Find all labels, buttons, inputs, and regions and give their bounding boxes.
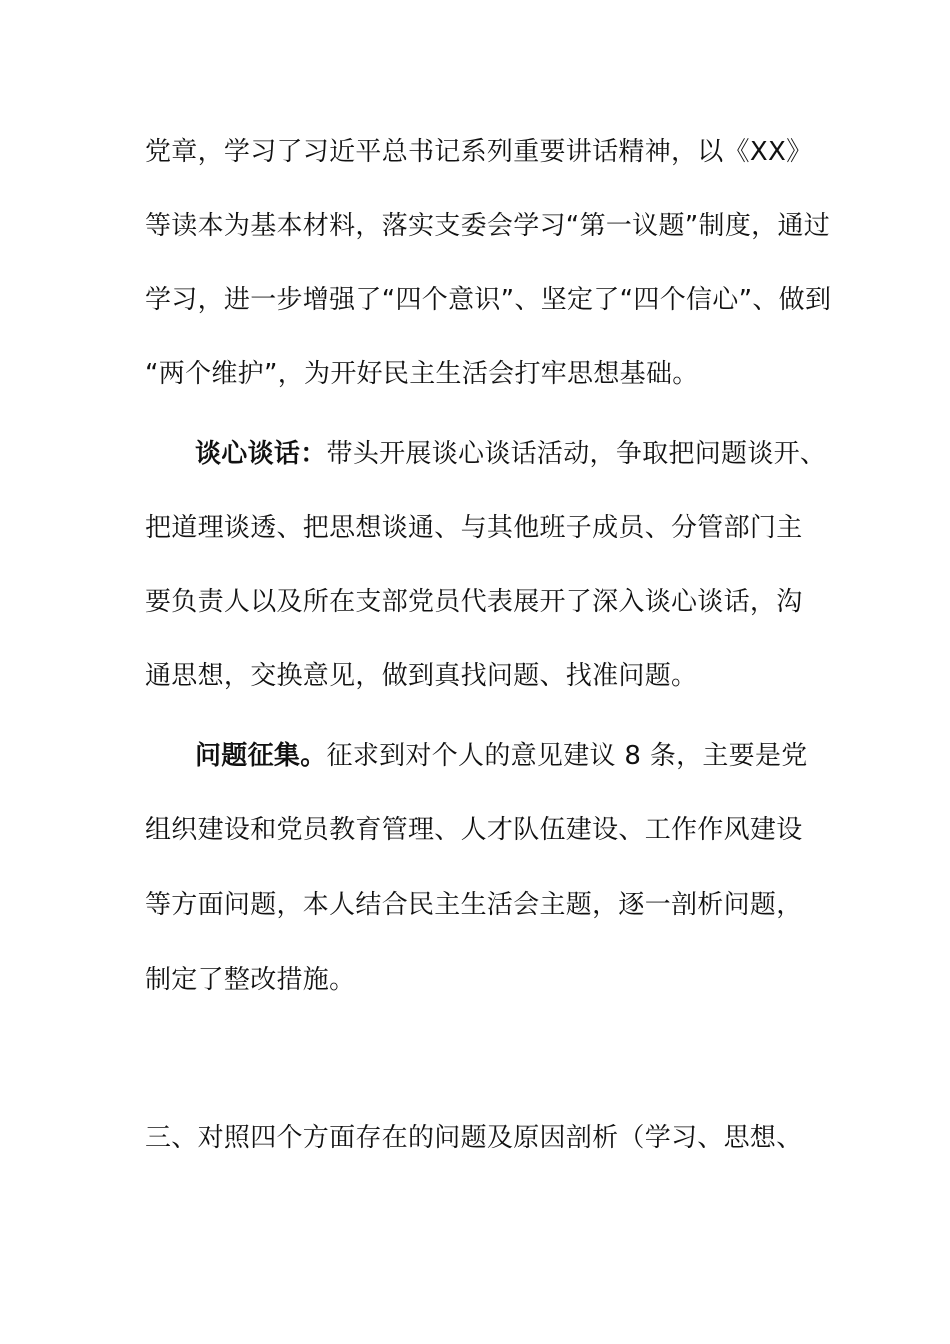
collect-line-3: 等方面问题，本人结合民主生活会主题，逐一剖析问题， [145, 890, 803, 920]
collect-first-line [195, 736, 808, 776]
talk-line-3: 要负责人以及所在支部党员代表展开了深入谈心谈话，沟 [145, 587, 803, 617]
talk-line-2: 把道理谈透、把思想谈通、与其他班子成员、分管部门主 [145, 513, 803, 543]
section-heading: 三、对照四个方面存在的问题及原因剖析（学习、思想、 [145, 1123, 803, 1153]
talk-first-line [195, 434, 826, 474]
talk-heading: 谈心谈话： [195, 439, 327, 469]
talk-line-4: 通思想，交换意见，做到真找问题、找准问题。 [145, 661, 698, 691]
study-line-3: 学习，进一步增强了“四个意识”、坚定了“四个信心”、做到 [145, 285, 832, 315]
study-line-1: 党章，学习了习近平总书记系列重要讲话精神，以《XX》 [145, 137, 813, 167]
collect-heading: 问题征集。 [195, 741, 327, 771]
collect-line-2: 组织建设和党员教育管理、人才队伍建设、工作作风建设 [145, 815, 803, 845]
study-line-2: 等读本为基本材料，落实支委会学习“第一议题”制度，通过 [145, 211, 831, 241]
collect-line-4: 制定了整改措施。 [145, 965, 356, 995]
collect-first-line-text: 征求到对个人的意见建议 8 条，主要是党 [326, 741, 808, 771]
talk-first-line-text: 带头开展谈心谈话活动，争取把问题谈开、 [326, 439, 827, 469]
study-line-4: “两个维护”，为开好民主生活会打牢思想基础。 [145, 359, 699, 389]
